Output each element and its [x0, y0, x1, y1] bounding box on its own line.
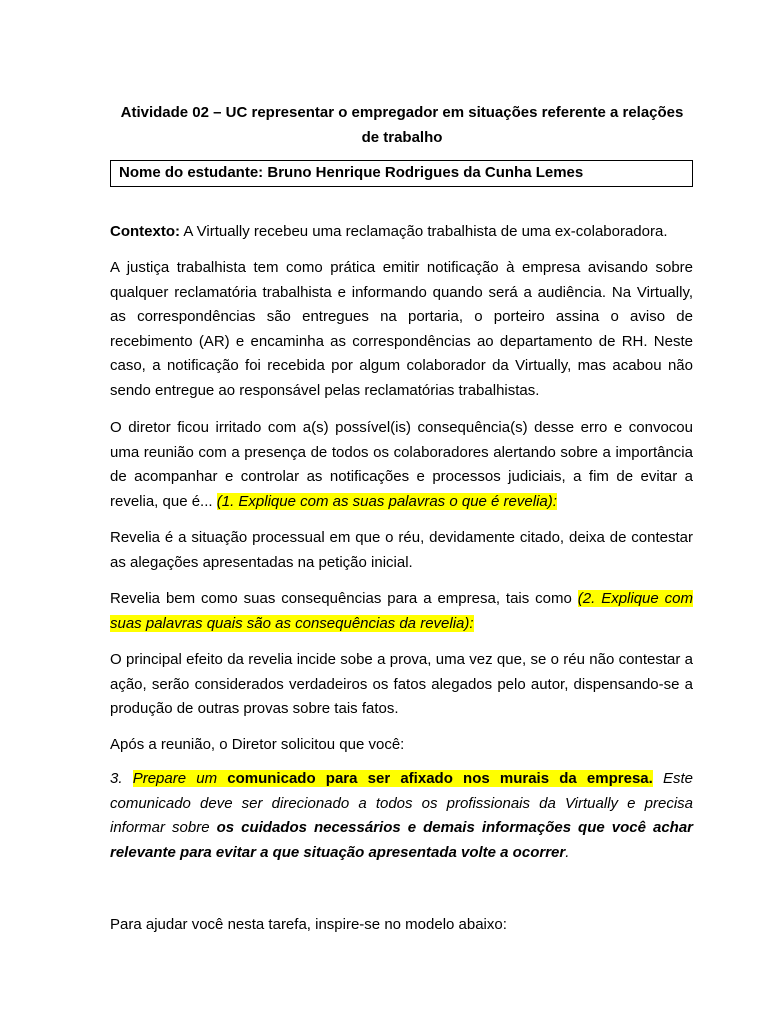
- answer-1-paragraph: Revelia é a situação processual em que o réu, devidamente citado, deixa de contestar as alegações apresentadas na petição inicial.: [110, 529, 693, 571]
- task-3-prepare-highlight: Prepare um: [132, 770, 218, 787]
- student-name-value: Bruno Henrique Rodrigues da Cunha Lemes: [267, 164, 584, 181]
- context-paragraph: [110, 220, 693, 245]
- paragraph-consequences: [110, 587, 693, 636]
- task-3-number: 3.: [110, 770, 133, 787]
- task-3-paragraph: [110, 767, 693, 865]
- task-3-text: Este comunicado deve ser direcionado a todos os profissionais da Virtually e precisa informar sobre: [110, 770, 694, 836]
- context-label: Contexto:: [110, 223, 180, 240]
- question-1-highlight: (1. Explique com as suas palavras o que é revelia):: [216, 492, 557, 510]
- answer-2-paragraph: O principal efeito da revelia incide sobe a prova, uma vez que, se o réu não contestar a ação, serão considerados verdadeiros os fatos alegados pelo autor, dispensando-se a produção de outras provas sobre tais fatos.: [110, 651, 693, 717]
- activity-title: [108, 100, 696, 150]
- student-name-label: Nome do estudante:: [119, 164, 264, 181]
- paragraph-notification: A justiça trabalhista tem como prática emitir notificação à empresa avisando sobre qualquer reclamatória trabalhista e informando quando será a audiência. Na Virtually, as correspondências são entregues na portaria, o porteiro assina o aviso de recebimento (AR) e encaminha as correspondências ao departamento de RH. Neste caso, a notificação foi recebida por algum colaborador da Virtually, mas acabou não sendo entregue ao responsável pelas reclamatórias trabalhistas.: [110, 259, 693, 399]
- final-paragraph: Para ajudar você nesta tarefa, inspire-se no modelo abaixo:: [110, 916, 507, 933]
- paragraph-after-meeting: Após a reunião, o Diretor solicitou que você:: [110, 736, 405, 753]
- task-3-space: [217, 770, 227, 787]
- task-3-end: .: [565, 843, 570, 861]
- task-3-care-bold: os cuidados necessários e demais informações que você achar relevante para evitar a que situação apresentada volte a ocorrer: [110, 819, 693, 861]
- title-line-2: de trabalho: [361, 129, 443, 146]
- paragraph-consequences-text: Revelia bem como suas consequências para a empresa, tais como: [110, 590, 578, 607]
- question-2-highlight: (2. Explique com suas palavras quais são as consequências da revelia):: [110, 590, 694, 632]
- task-3-announcement-highlight: comunicado para ser afixado nos murais da empresa.: [227, 770, 653, 787]
- title-line-1: Atividade 02 – UC representar o empregador em situações referente a relações: [120, 104, 684, 121]
- paragraph-director-text: O diretor ficou irritado com a(s) possível(is) consequência(s) desse erro e convocou uma reunião com a presença de todos os colaboradores alertando sobre a importância de acompanhar e controlar as notificações e processos judiciais, a fim de evitar a revelia, que é...: [110, 419, 693, 510]
- paragraph-director: [110, 416, 693, 514]
- context-text: A Virtually recebeu uma reclamação trabalhista de uma ex-colaboradora.: [180, 223, 668, 240]
- student-name-box: [110, 160, 693, 187]
